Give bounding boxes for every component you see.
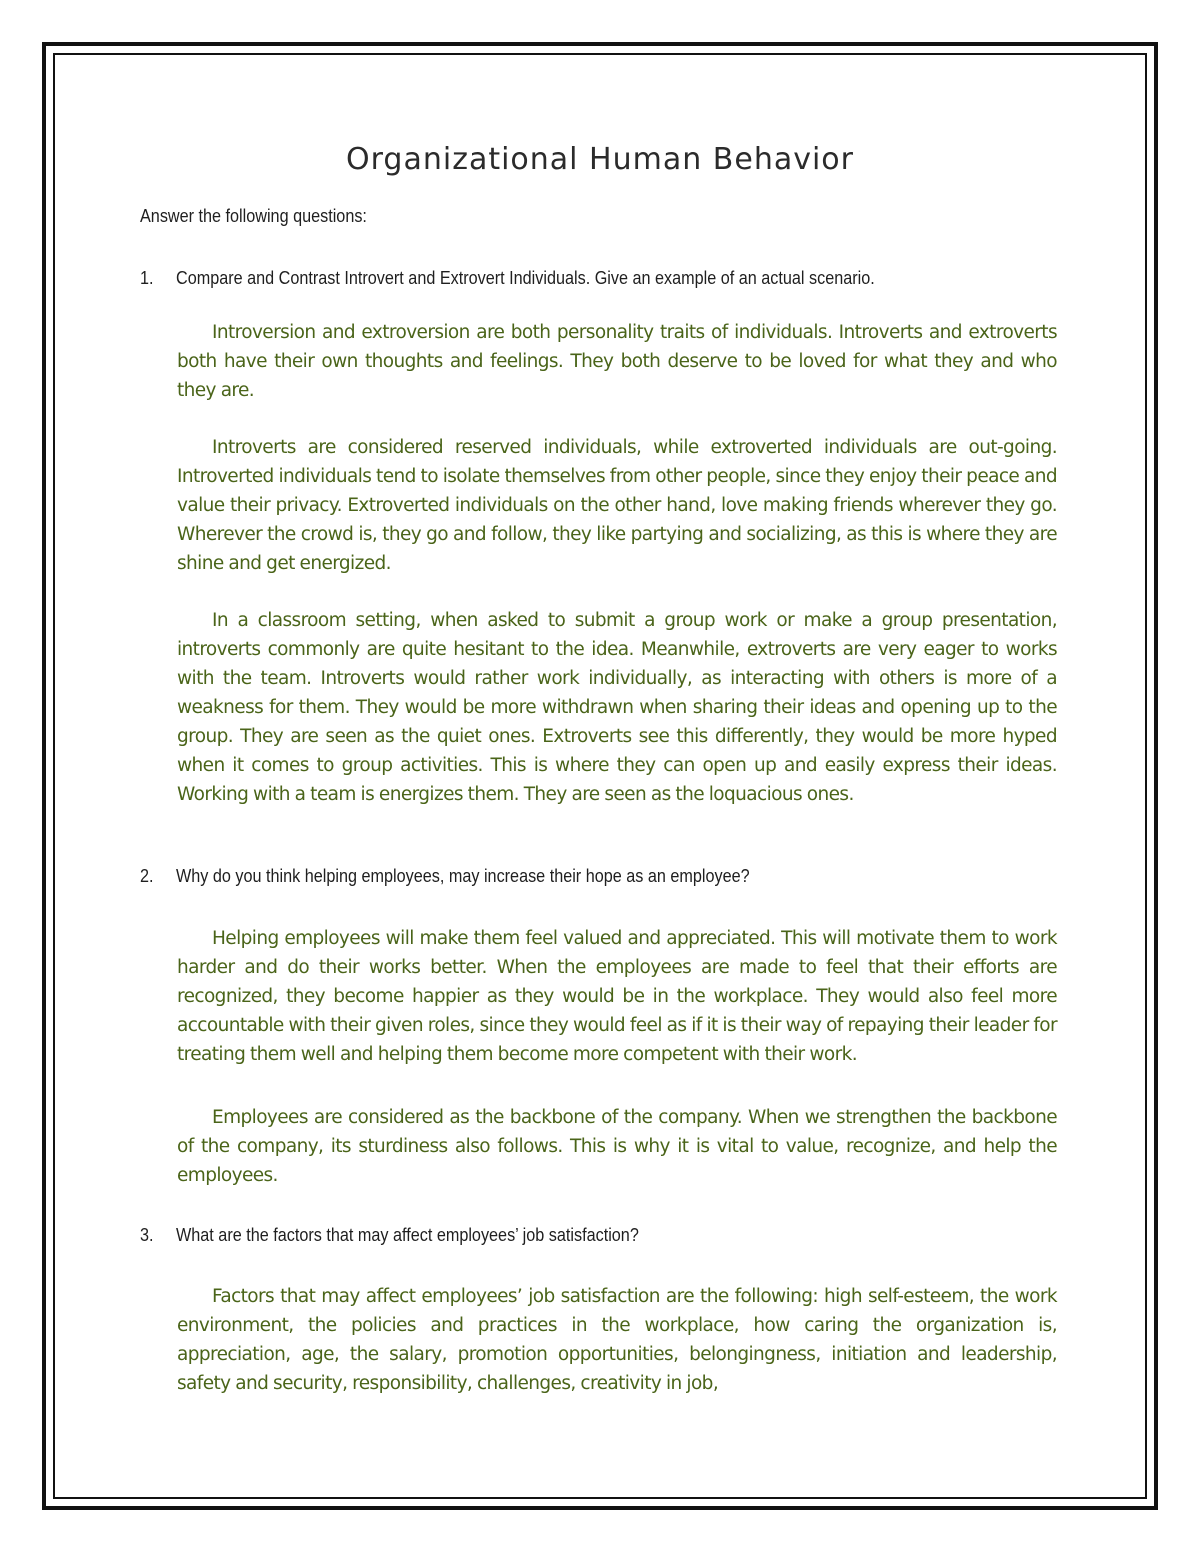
instruction-text: Answer the following questions: bbox=[140, 206, 367, 226]
page-title: Organizational Human Behavior bbox=[346, 142, 854, 177]
question-number: 2. bbox=[140, 866, 154, 886]
answer-paragraph: Factors that may affect employees’ job satisfaction are the following: high self-esteem, the work environment, the policies and practices in the workplace, how caring the organization is, appreciation, age, the salary, promotion opportunities, belongingness, initiation and leadership, safety and security, responsibility, challenges, creativity in job, bbox=[177, 1286, 1057, 1394]
question-text: Compare and Contrast Introvert and Extrovert Individuals. Give an example of an actual scenario. bbox=[176, 268, 875, 288]
question-2 bbox=[140, 866, 750, 887]
question-1 bbox=[140, 268, 875, 289]
question-text: Why do you think helping employees, may increase their hope as an employee? bbox=[176, 866, 750, 886]
answer-paragraph: Employees are considered as the backbone of the company. When we strengthen the backbone of the company, its sturdiness also follows. This is why it is vital to value, recognize, and help the employees. bbox=[177, 1107, 1057, 1186]
answer-paragraph: Introverts are considered reserved individuals, while extroverted individuals are out-going. Introverted individuals tend to isolate themselves from other people, since they enjoy their peace and value their privacy. Extroverted individuals on the other hand, love making friends wherever they go. Wherever the crowd is, they go and follow, they like partying and socializing, as this is where they are shine and get energized. bbox=[177, 437, 1057, 574]
question-text: What are the factors that may affect employees’ job satisfaction? bbox=[176, 1225, 639, 1245]
answer-paragraph: In a classroom setting, when asked to submit a group work or make a group presentation, introverts commonly are quite hesitant to the idea. Meanwhile, extroverts are very eager to works with the team. Introverts would rather work individually, as interacting with others is more of a weakness for them. They would be more withdrawn when sharing their ideas and opening up to the group. They are seen as the quiet ones. Extroverts see this differently, they would be more hyped when it comes to group activities. This is where they can open up and easily express their ideas. Working with a team is energizes them. They are seen as the loquacious ones. bbox=[177, 610, 1057, 805]
question-number: 1. bbox=[140, 268, 154, 288]
question-number: 3. bbox=[140, 1225, 154, 1245]
question-3 bbox=[140, 1225, 639, 1246]
answer-paragraph: Helping employees will make them feel valued and appreciated. This will motivate them to work harder and do their works better. When the employees are made to feel that their efforts are recognized, they become happier as they would be in the workplace. They would also feel more accountable with their given roles, since they would feel as if it is their way of repaying their leader for treating them well and helping them become more competent with their work. bbox=[177, 928, 1057, 1065]
answer-paragraph: Introversion and extroversion are both personality traits of individuals. Introverts and extroverts both have their own thoughts and feelings. They both deserve to be loved for what they and who they are. bbox=[177, 322, 1057, 401]
